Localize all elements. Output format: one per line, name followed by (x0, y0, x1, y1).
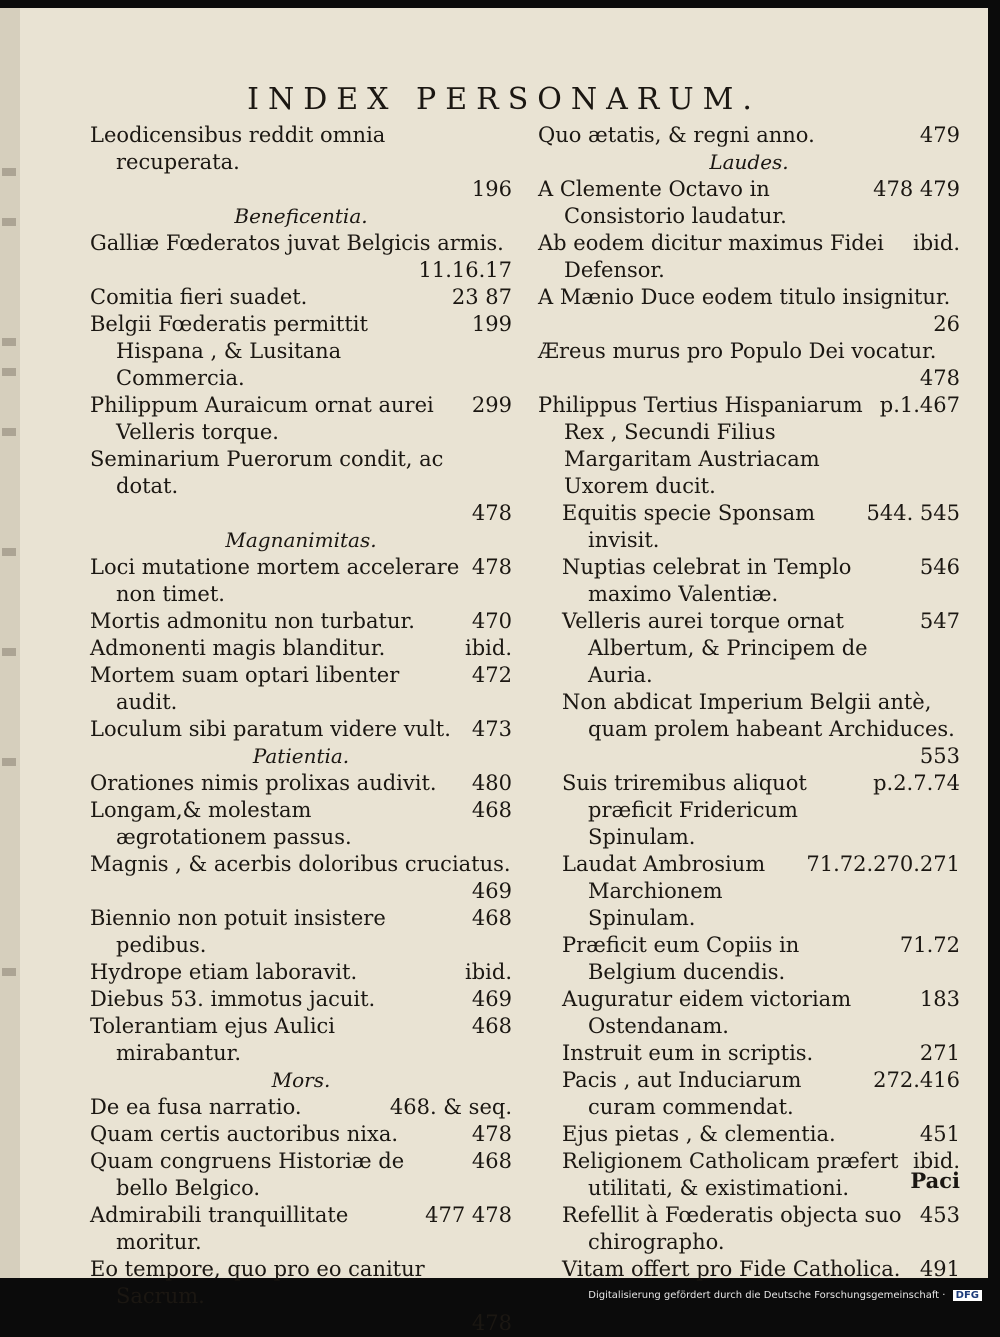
entry-page: 468 (471, 798, 512, 822)
entry-page: 478 (471, 555, 512, 579)
entry-page: 544. 545 (866, 501, 960, 525)
entry-text: Instruit eum in scriptis. (562, 1041, 814, 1065)
index-entry (538, 554, 960, 608)
index-entry (90, 1148, 512, 1202)
entry-page: 26 (933, 312, 960, 336)
index-entry (90, 230, 512, 284)
entry-page: ibid. (913, 231, 960, 255)
index-entry (90, 284, 512, 311)
entry-text: Biennio non potuit insistere pedibus. (90, 906, 386, 957)
entry-text: Nuptias celebrat in Templo maximo Valentiæ. (562, 555, 852, 606)
index-entry (90, 1013, 512, 1067)
index-entry (90, 716, 512, 743)
entry-page: 299 (471, 393, 512, 417)
entry-page: ibid. (465, 636, 512, 660)
index-entry (538, 284, 960, 338)
entry-text: Loculum sibi paratum videre vult. (90, 717, 451, 741)
entry-page: ibid. (465, 960, 512, 984)
entry-text: Suis triremibus aliquot præficit Fridericum Spinulam. (562, 771, 807, 849)
entry-page: 491 (919, 1257, 960, 1281)
entry-page: 469 (471, 879, 512, 903)
entry-page: 183 (919, 987, 960, 1011)
entry-text: Quam congruens Historiæ de bello Belgico. (90, 1149, 405, 1200)
index-entry (538, 1040, 960, 1067)
index-entry (90, 1094, 512, 1121)
index-entry (90, 797, 512, 851)
index-entry (538, 932, 960, 986)
footer (0, 1290, 1000, 1301)
index-entry (90, 311, 512, 392)
entry-page: p.1.467 (879, 393, 960, 417)
index-entry (90, 1202, 512, 1256)
section-heading: Patientia. (252, 744, 350, 768)
index-entry (538, 122, 960, 149)
entry-text: A Clemente Octavo in Consistorio laudatur. (538, 177, 787, 228)
entry-page: 478 (471, 1311, 512, 1335)
entry-page: 470 (471, 609, 512, 633)
entry-text: Longam,& molestam ægrotationem passus. (90, 798, 352, 849)
section-heading: Mors. (271, 1068, 331, 1092)
left-column (90, 122, 512, 1337)
index-entry (90, 554, 512, 608)
entry-page: 478 (471, 501, 512, 525)
dfg-logo: DFG (953, 1290, 982, 1301)
index-entry (538, 1202, 960, 1256)
entry-text: Pacis , aut Induciarum curam commendat. (562, 1068, 802, 1119)
entry-text: Præficit eum Copiis in Belgium ducendis. (562, 933, 800, 984)
entry-text: Seminarium Puerorum condit, ac dotat. (90, 447, 444, 498)
entry-page: 451 (919, 1122, 960, 1146)
index-entry (90, 122, 512, 203)
entry-page: 468 (471, 1149, 512, 1173)
entry-text: Auguratur eidem victoriam Ostendanam. (562, 987, 852, 1038)
entry-page: 453 (919, 1203, 960, 1227)
entry-text: Philippum Auraicum ornat aurei Velleris torque. (90, 393, 434, 444)
entry-text: Quo ætatis, & regni anno. (538, 123, 815, 147)
entry-text: Galliæ Fœderatos juvat Belgicis armis. (90, 231, 504, 255)
entry-page: 469 (471, 987, 512, 1011)
index-entry (538, 608, 960, 689)
index-entry (90, 392, 512, 446)
index-entry (538, 500, 960, 554)
entry-text: A Mænio Duce eodem titulo insignitur. (538, 285, 951, 309)
entry-text: Laudat Ambrosium Marchionem Spinulam. (562, 852, 766, 930)
entry-text: Mortis admonitu non turbatur. (90, 609, 415, 633)
index-entry (90, 635, 512, 662)
index-entry (90, 608, 512, 635)
section-heading: Magnanimitas. (225, 528, 377, 552)
entry-text: Admonenti magis blanditur. (90, 636, 386, 660)
entry-page: 546 (919, 555, 960, 579)
catchword: Paci (910, 1168, 960, 1193)
entry-page: 199 (471, 312, 512, 336)
entry-text: Ejus pietas , & clementia. (562, 1122, 836, 1146)
index-entry (538, 230, 960, 284)
index-entry (90, 662, 512, 716)
entry-page: 468. & seq. (389, 1095, 512, 1119)
section-heading: Laudes. (709, 150, 789, 174)
entry-text: Non abdicat Imperium Belgii antè, quam prolem habeant Archiduces. (562, 690, 955, 741)
entry-text: Leodicensibus reddit omnia recuperata. (90, 123, 386, 174)
index-entry (538, 770, 960, 851)
entry-text: Tolerantiam ejus Aulici mirabantur. (90, 1014, 336, 1065)
entry-text: Philippus Tertius Hispaniarum Rex , Secundi Filius Margaritam Austriacam Uxorem ducit. (538, 393, 863, 498)
entry-text: Æreus murus pro Populo Dei vocatur. (538, 339, 937, 363)
entry-text: Equitis specie Sponsam invisit. (562, 501, 816, 552)
entry-page: 11.16.17 (418, 258, 512, 282)
entry-page: 472 (471, 663, 512, 687)
entry-text: Comitia fieri suadet. (90, 285, 308, 309)
entry-page: 271 (919, 1041, 960, 1065)
index-entry (538, 392, 960, 500)
entry-page: ibid. (913, 1149, 960, 1173)
index-entry (538, 1121, 960, 1148)
entry-text: Vitam offert pro Fide Catholica. (562, 1257, 901, 1281)
entry-page: 71.72.270.271 (806, 852, 960, 876)
entry-page: 468 (471, 906, 512, 930)
entry-page: 478 479 (873, 177, 960, 201)
entry-text: Admirabili tranquillitate moritur. (90, 1203, 349, 1254)
entry-text: Refellit à Fœderatis objecta suo chirographo. (562, 1203, 902, 1254)
index-entry (538, 851, 960, 932)
index-entry (90, 959, 512, 986)
entry-page: 71.72 (899, 933, 960, 957)
entry-page: 477 478 (425, 1203, 512, 1227)
index-entry (90, 770, 512, 797)
index-entry (538, 689, 960, 770)
entry-page: 23 87 (451, 285, 512, 309)
entry-text: Hydrope etiam laboravit. (90, 960, 358, 984)
entry-text: Diebus 53. immotus jacuit. (90, 987, 376, 1011)
index-entry (538, 1256, 960, 1283)
index-entry (90, 446, 512, 527)
entry-text: Mortem suam optari libenter audit. (90, 663, 400, 714)
entry-text: Eo tempore, quo pro eo canitur Sacrum. (90, 1257, 425, 1308)
entry-page: 478 (919, 366, 960, 390)
right-column (538, 122, 960, 1283)
index-entry (90, 1121, 512, 1148)
entry-text: Quam certis auctoribus nixa. (90, 1122, 399, 1146)
index-entry (90, 986, 512, 1013)
entry-page: 196 (471, 177, 512, 201)
entry-text: Magnis , & acerbis doloribus cruciatus. (90, 852, 511, 876)
entry-page: 468 (471, 1014, 512, 1038)
entry-text: Orationes nimis prolixas audivit. (90, 771, 437, 795)
entry-text: Belgii Fœderatis permittit Hispana , & Lusitana Commercia. (90, 312, 368, 390)
index-entry (538, 1067, 960, 1121)
entry-text: Velleris aurei torque ornat Albertum, & Principem de Auria. (562, 609, 868, 687)
footer-credit: Digitalisierung gefördert durch die Deutsche Forschungsgemeinschaft · (588, 1290, 946, 1301)
entry-text: Loci mutatione mortem accelerare non timet. (90, 555, 460, 606)
section-heading: Beneficentia. (234, 204, 368, 228)
entry-page: 479 (919, 123, 960, 147)
index-entry (538, 1148, 960, 1202)
index-entry (90, 851, 512, 905)
index-entry (538, 986, 960, 1040)
entry-page: p.2.7.74 (873, 771, 960, 795)
entry-page: 547 (919, 609, 960, 633)
page-header: INDEX PERSONARUM. (247, 82, 761, 117)
index-entry (90, 905, 512, 959)
index-entry (538, 176, 960, 230)
index-entry (538, 338, 960, 392)
entry-page: 473 (471, 717, 512, 741)
adjacent-page-edge (0, 8, 20, 1278)
entry-page: 272.416 (873, 1068, 960, 1092)
entry-page: 480 (471, 771, 512, 795)
entry-text: Religionem Catholicam præfert utilitati, & existimationi. (562, 1149, 899, 1200)
entry-page: 553 (919, 744, 960, 768)
entry-page: 478 (471, 1122, 512, 1146)
entry-text: Ab eodem dicitur maximus Fidei Defensor. (538, 231, 884, 282)
entry-text: De ea fusa narratio. (90, 1095, 302, 1119)
